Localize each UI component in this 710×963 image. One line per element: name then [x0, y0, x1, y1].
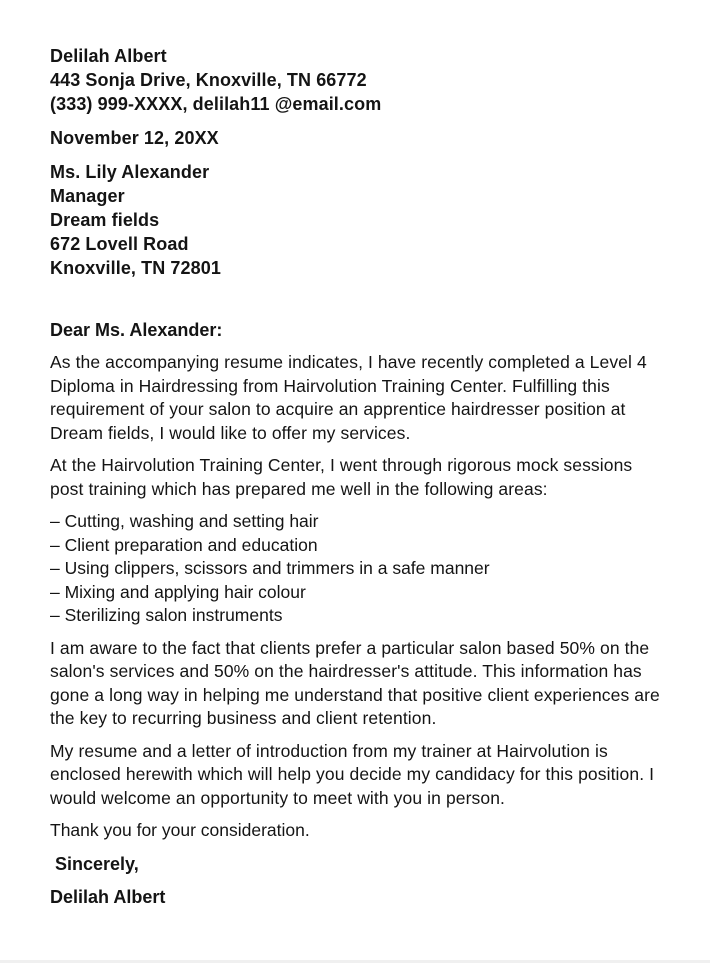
skill-item: – Mixing and applying hair colour — [50, 581, 306, 602]
skill-item: – Cutting, washing and setting hair — [50, 511, 319, 531]
recipient-name: Ms. Lily Alexander — [50, 162, 210, 182]
paragraph-thanks: Thank you for your consideration. — [50, 820, 310, 840]
paragraph-training: At the Hairvolution Training Center, I went through rigorous mock sessions post training which has prepared me well in the following areas: — [50, 455, 633, 499]
paragraph-intro: As the accompanying resume indicates, I have recently completed a Level 4 Diploma in Hairdressing from Hairvolution Training Center. Fulfilling this requirement of your salon to acquire an apprentice hairdresser position at Dream fields, I would like to offer my services. — [50, 352, 647, 443]
valediction: Sincerely, — [55, 853, 139, 874]
skills-list — [50, 510, 666, 628]
paragraph-enclosure: My resume and a letter of introduction from my trainer at Hairvolution is enclosed herewith which will help you decide my candidacy for this position. I would welcome an opportunity to meet with you in person. — [50, 740, 655, 808]
sender-address: 443 Sonja Drive, Knoxville, TN 66772 — [50, 70, 367, 90]
skill-item: – Sterilizing salon instruments — [50, 605, 283, 625]
signature-name: Delilah Albert — [50, 886, 166, 907]
paragraph-awareness: I am aware to the fact that clients prefer a particular salon based 50% on the salon's services and 50% on the hairdresser's attitude. This information has gone a long way in helping me understand that positive client experiences are the key to recurring business and client retention. — [50, 637, 660, 728]
recipient-street: 672 Lovell Road — [50, 234, 189, 254]
skill-item: – Using clippers, scissors and trimmers in a safe manner — [50, 558, 490, 578]
recipient-title: Manager — [50, 186, 125, 206]
recipient-city: Knoxville, TN 72801 — [50, 258, 221, 278]
recipient-company: Dream fields — [50, 210, 160, 230]
letter-date: November 12, 20XX — [50, 128, 219, 148]
sender-contact: (333) 999-XXXX, delilah11 @email.com — [50, 94, 382, 114]
recipient-block — [50, 160, 666, 280]
sender-name: Delilah Albert — [50, 46, 167, 66]
sender-block — [50, 44, 666, 116]
salutation: Dear Ms. Alexander: — [50, 320, 223, 340]
skill-item: – Client preparation and education — [50, 534, 318, 555]
